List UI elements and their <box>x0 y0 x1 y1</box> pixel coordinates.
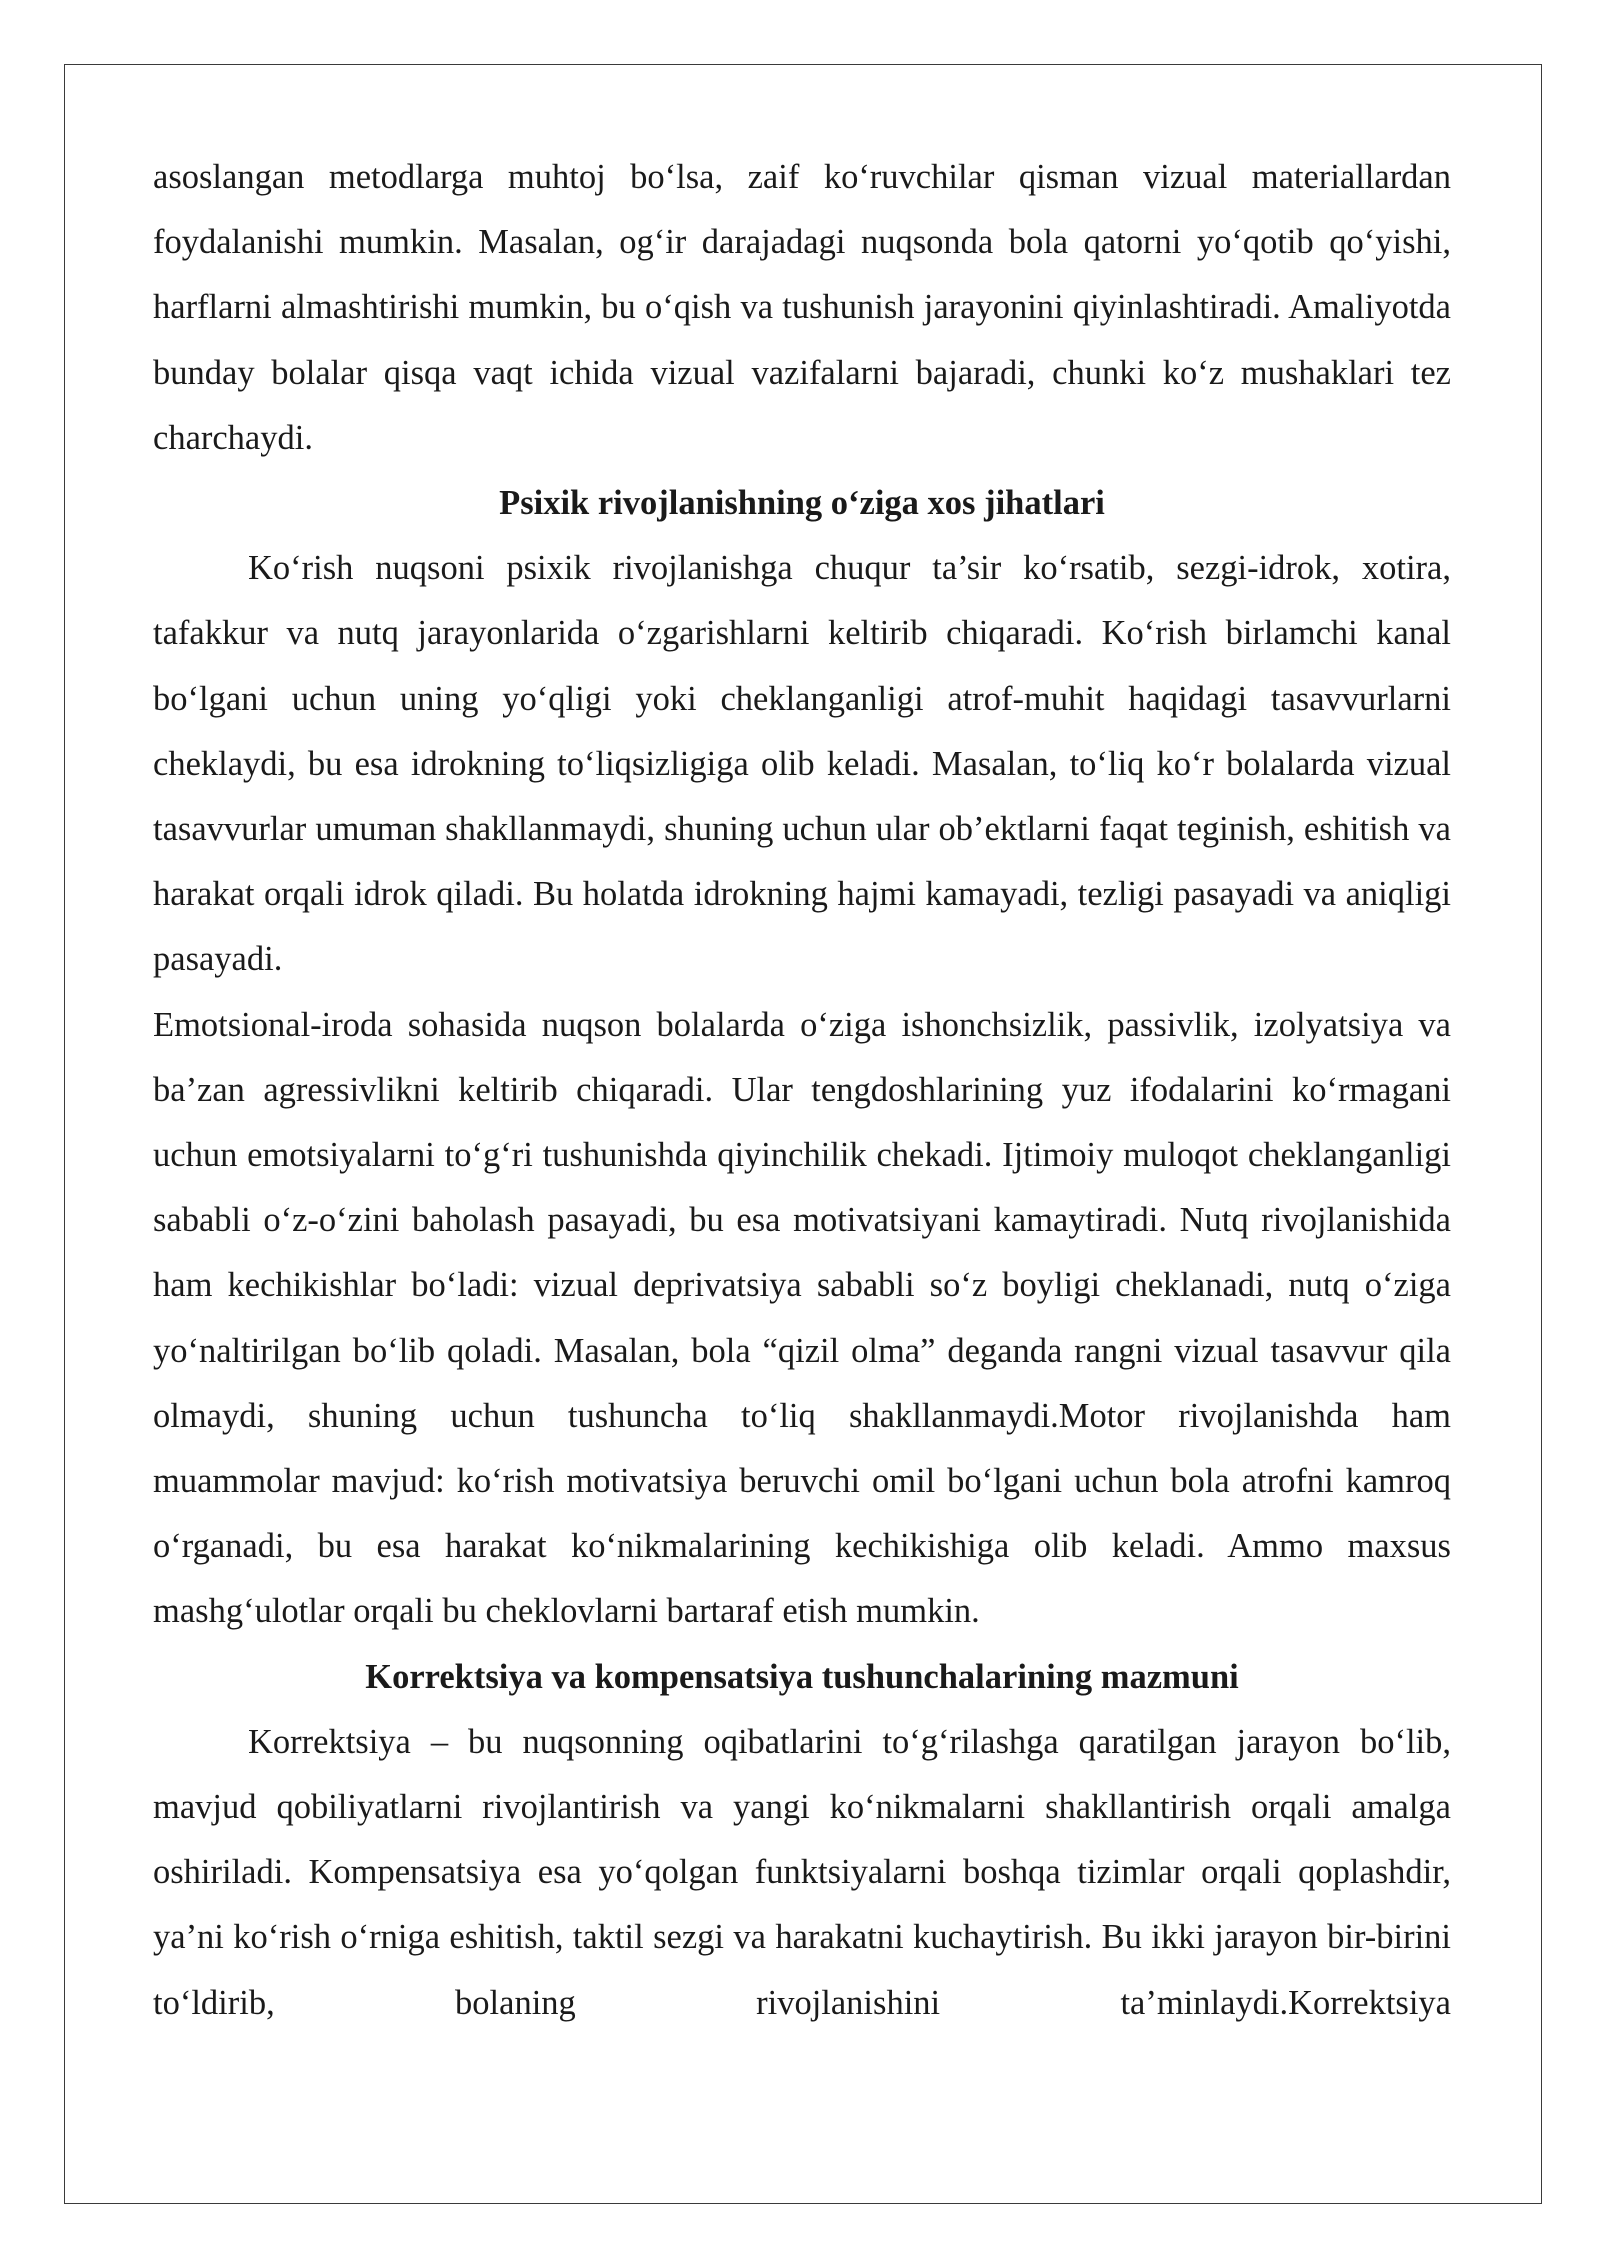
paragraph-psychic-development: Ko‘rish nuqsoni psixik rivojlanishga chuqur ta’sir ko‘rsatib, sezgi-idrok, xotira, tafakkur va nutq jarayonlarida o‘zgarishlarni keltirib chiqaradi. Ko‘rish birlamchi kanal bo‘lgani uchun uning yo‘qligi yoki cheklanganligi atrof-muhit haqidagi tasavvurlarni cheklaydi, bu esa idrokning to‘liqsizligiga olib keladi. Masalan, to‘liq ko‘r bolalarda vizual tasavvurlar umuman shakllanmaydi, shuning uchun ular ob’ektlarni faqat teginish, eshitish va harakat orqali idrok qiladi. Bu holatda idrokning hajmi kamayadi, tezligi pasayadi va aniqligi pasayadi. <box>153 549 1451 979</box>
section-heading-correction-compensation: Korrektsiya va kompensatsiya tushunchalarining mazmuni <box>365 1657 1239 1696</box>
paragraph-correction-definition: Korrektsiya – bu nuqsonning oqibatlarini to‘g‘rilashga qaratilgan jarayon bo‘lib, mavjud qobiliyatlarni rivojlantirish va yangi ko‘nikmalarni shakllantirish orqali amalga oshiriladi. Kompensatsiya esa yo‘qolgan funktsiyalarni boshqa tizimlar orqali qoplashdir, ya’ni ko‘rish o‘rniga eshitish, taktil sezgi va harakatni kuchaytirish. Bu ikki jarayon bir-birini to‘ldirib, bolaning rivojlanishini ta’minlaydi.Korrektsiya <box>153 1722 1451 2022</box>
paragraph-continuation: asoslangan metodlarga muhtoj bo‘lsa, zaif ko‘ruvchilar qisman vizual materiallardan foydalanishi mumkin. Masalan, og‘ir darajadagi nuqsonda bola qatorni yo‘qotib qo‘yishi, harflarni almashtirishi mumkin, bu o‘qish va tushunish jarayonini qiyinlashtiradi. Amaliyotda bunday bolalar qisqa vaqt ichida vizual vazifalarni bajaradi, chunki ko‘z mushaklari tez charchaydi. <box>153 158 1451 457</box>
section-heading-psychic-development: Psixik rivojlanishning o‘ziga xos jihatlari <box>499 484 1105 523</box>
paragraph-emotional-volitional: Emotsional-iroda sohasida nuqson bolalarda o‘ziga ishonchsizlik, passivlik, izolyatsiya va ba’zan agressivlikni keltirib chiqaradi. Ular tengdoshlarining yuz ifodalarini ko‘rmagani uchun emotsiyalarni to‘g‘ri tushunishda qiyinchilik chekadi. Ijtimoiy muloqot cheklanganligi sababli o‘z-o‘zini baholash pasayadi, bu esa motivatsiyani kamaytiradi. Nutq rivojlanishida ham kechikishlar bo‘ladi: vizual deprivatsiya sababli so‘z boyligi cheklanadi, nutq o‘ziga yo‘naltirilgan bo‘lib qoladi. Masalan, bola “qizil olma” deganda rangni vizual tasavvur qila olmaydi, shuning uchun tushuncha to‘liq shakllanmaydi.Motor rivojlanishda ham muammolar mavjud: ko‘rish motivatsiya beruvchi omil bo‘lgani uchun bola atrofni kamroq o‘rganadi, bu esa harakat ko‘nikmalarining kechikishiga olib keladi. Ammo maxsus mashg‘ulotlar orqali bu cheklovlarni bartaraf etish mumkin. <box>153 1005 1451 1631</box>
document-body <box>153 145 1451 2036</box>
